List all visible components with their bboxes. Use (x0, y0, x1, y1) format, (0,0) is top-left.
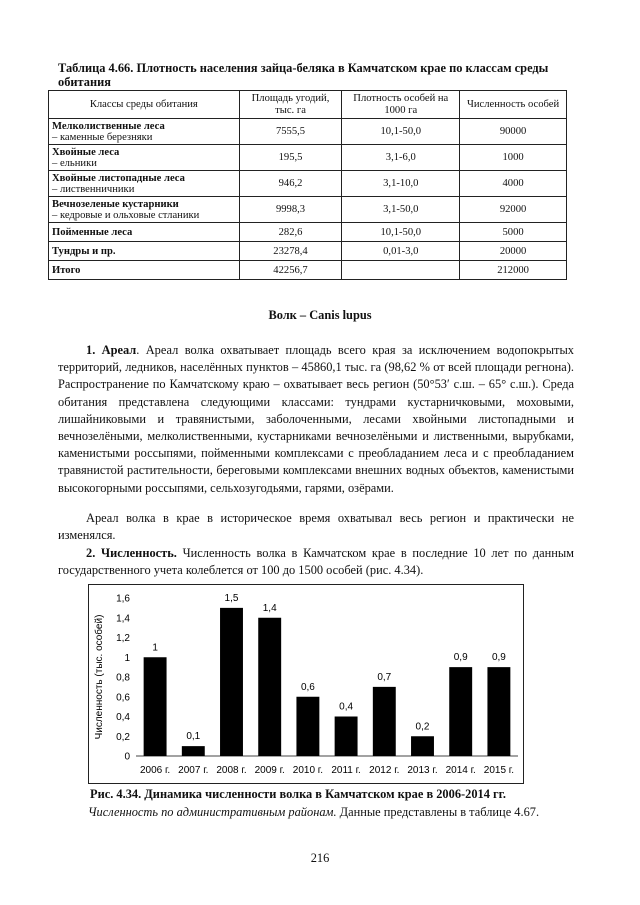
area-cell: 42256,7 (239, 261, 342, 280)
chart-data-label: 0,9 (453, 652, 468, 664)
figure-note-text: Данные представлены в таблице 4.67. (336, 805, 540, 819)
density-cell: 10,1-50,0 (342, 223, 460, 242)
chart-bar (258, 618, 281, 756)
chart-bar (182, 746, 205, 756)
count-cell: 92000 (460, 197, 567, 223)
paragraph-range-lead: 1. Ареал (86, 343, 137, 357)
header-density: Плотность особей на 1000 га (342, 91, 460, 119)
section-title: Волк – Canis lupus (268, 308, 372, 322)
density-cell: 3,1-50,0 (342, 197, 460, 223)
chart-bar (220, 608, 243, 756)
chart-data-label: 0,6 (300, 681, 315, 693)
chart-x-tick-label: 2008 г. (216, 765, 247, 776)
chart-y-tick-label: 0,8 (116, 672, 130, 684)
chart-y-tick-label: 1,6 (116, 593, 130, 605)
header-habitat: Классы среды обитания (49, 91, 240, 119)
habitat-name: Хвойные леса (52, 146, 120, 158)
chart-y-tick-label: 0,2 (116, 731, 130, 743)
count-cell: 1000 (460, 145, 567, 171)
area-cell: 7555,5 (239, 119, 342, 145)
habitat-name: Мелколиственные леса (52, 120, 165, 132)
chart-x-tick-label: 2015 г. (483, 765, 515, 776)
figure-caption: Рис. 4.34. Динамика численности волка в Камчатском крае в 2006-2014 гг. (90, 787, 506, 801)
habitat-sub: – каменные березняки (52, 131, 153, 143)
count-cell: 5000 (460, 223, 567, 242)
chart-data-label: 1,5 (224, 592, 239, 604)
chart-data-label: 0,4 (339, 701, 354, 713)
paragraph-range (58, 342, 574, 497)
chart-svg (88, 584, 524, 784)
count-cell: 90000 (460, 119, 567, 145)
chart-y-tick-label: 0 (124, 751, 130, 763)
chart-bar (487, 667, 510, 756)
table-caption: Таблица 4.66. Плотность населения зайца-беляка в Камчатском крае по классам среды обитания (58, 61, 549, 89)
count-cell: 20000 (460, 242, 567, 261)
chart-data-label: 1,4 (262, 602, 277, 614)
chart-x-tick-label: 2010 г. (292, 765, 324, 776)
habitat-name: Хвойные листопадные леса (52, 172, 185, 184)
density-cell: 3,1-10,0 (342, 171, 460, 197)
header-area: Площадь угодий, тыс. га (239, 91, 342, 119)
chart-bar (411, 736, 434, 756)
paragraph-abundance (58, 545, 574, 579)
chart-y-axis-label: Численность (тыс. особей) (94, 614, 105, 740)
chart-data-label: 1 (152, 642, 158, 654)
habitat-name: Пойменные леса (52, 226, 133, 238)
density-cell: 3,1-6,0 (342, 145, 460, 171)
chart-x-tick-label: 2013 г. (407, 765, 438, 776)
wolf-population-chart (88, 584, 524, 784)
table-row (49, 223, 567, 242)
paragraph-history: Ареал волка в крае в историческое время охватывал весь регион и практически не изменялся. (58, 511, 574, 543)
area-cell: 282,6 (239, 223, 342, 242)
habitat-density-table (48, 90, 567, 280)
table-header-row (49, 91, 567, 119)
density-cell: 10,1-50,0 (342, 119, 460, 145)
habitat-name: Итого (52, 264, 81, 276)
habitat-sub: – лиственничники (52, 183, 135, 195)
habitat-name: Вечнозеленые кустарники (52, 198, 179, 210)
header-count: Численность особей (460, 91, 567, 119)
chart-bar (296, 697, 319, 756)
chart-bar (144, 657, 167, 756)
area-cell: 9998,3 (239, 197, 342, 223)
chart-data-label: 0,1 (186, 731, 201, 743)
count-cell: 212000 (460, 261, 567, 280)
table-row (49, 145, 567, 171)
table-row (49, 242, 567, 261)
table-row (49, 197, 567, 223)
chart-y-tick-label: 1,4 (116, 613, 130, 625)
habitat-sub: – ельники (52, 157, 97, 169)
chart-bar (335, 717, 358, 757)
chart-y-tick-label: 1 (124, 652, 130, 664)
area-cell: 946,2 (239, 171, 342, 197)
chart-x-tick-label: 2011 г. (331, 765, 361, 776)
chart-y-tick-label: 0,6 (116, 692, 130, 704)
chart-data-label: 0,2 (415, 721, 430, 733)
chart-x-tick-label: 2007 г. (178, 765, 209, 776)
chart-y-tick-label: 0,4 (116, 712, 130, 723)
paragraph-abundance-text: Численность волка в Камчатском крае в последние 10 лет по данным государственного учета колеблется от 100 до 1500 особей (рис. 4.34). (58, 546, 574, 578)
chart-y-tick-label: 1,2 (116, 633, 130, 644)
count-cell: 4000 (460, 171, 567, 197)
area-cell: 195,5 (239, 145, 342, 171)
chart-data-label: 0,7 (377, 671, 392, 683)
paragraph-abundance-lead: 2. Численность. (86, 546, 177, 560)
table-row (49, 119, 567, 145)
figure-note-italic: Численность по административным районам. (88, 805, 337, 819)
area-cell: 23278,4 (239, 242, 342, 261)
paragraph-range-text: . Ареал волка охватывает площадь всего края за исключением водопокрытых территорий, ледников, населённых пунктов – 45860,1 тыс. га (98,62 % от всей площади регнона). Распространение по Камчатскому краю – охватывает весь регион (50°53′ с.ш. – 65° с.ш.). Среда обитания представлена следующими классами: тундрами кустарничковыми, моховыми, лишайниковыми и травянистыми, заболоченными, лесами хвойными листопадными и вечнозелёными, мелколиственными, кустарниками вечнозелёными и лиственными, вырубками, каменистыми россыпями, пойменными комплексами с преобладанием леса и с преобладанием травянистой растительности, береговыми комплексами внешних водных объектов, каменистыми высокогорными россыпями, сельхозугодьями, гарями, озёрами. (58, 343, 574, 495)
table-row (49, 171, 567, 197)
page-number: 216 (310, 851, 330, 865)
chart-bar (449, 667, 472, 756)
chart-x-tick-label: 2014 г. (445, 765, 476, 776)
chart-data-label: 0,9 (491, 652, 506, 664)
chart-x-tick-label: 2009 г. (254, 765, 285, 776)
density-cell (342, 261, 460, 280)
density-cell: 0,01-3,0 (342, 242, 460, 261)
figure-note (88, 805, 578, 820)
chart-bar (373, 687, 396, 756)
chart-x-tick-label: 2006 г. (139, 765, 171, 776)
habitat-sub: – кедровые и ольховые стланики (52, 209, 200, 221)
table-total-row (49, 261, 567, 280)
habitat-name: Тундры и пр. (52, 245, 116, 257)
chart-x-tick-label: 2012 г. (369, 765, 400, 776)
